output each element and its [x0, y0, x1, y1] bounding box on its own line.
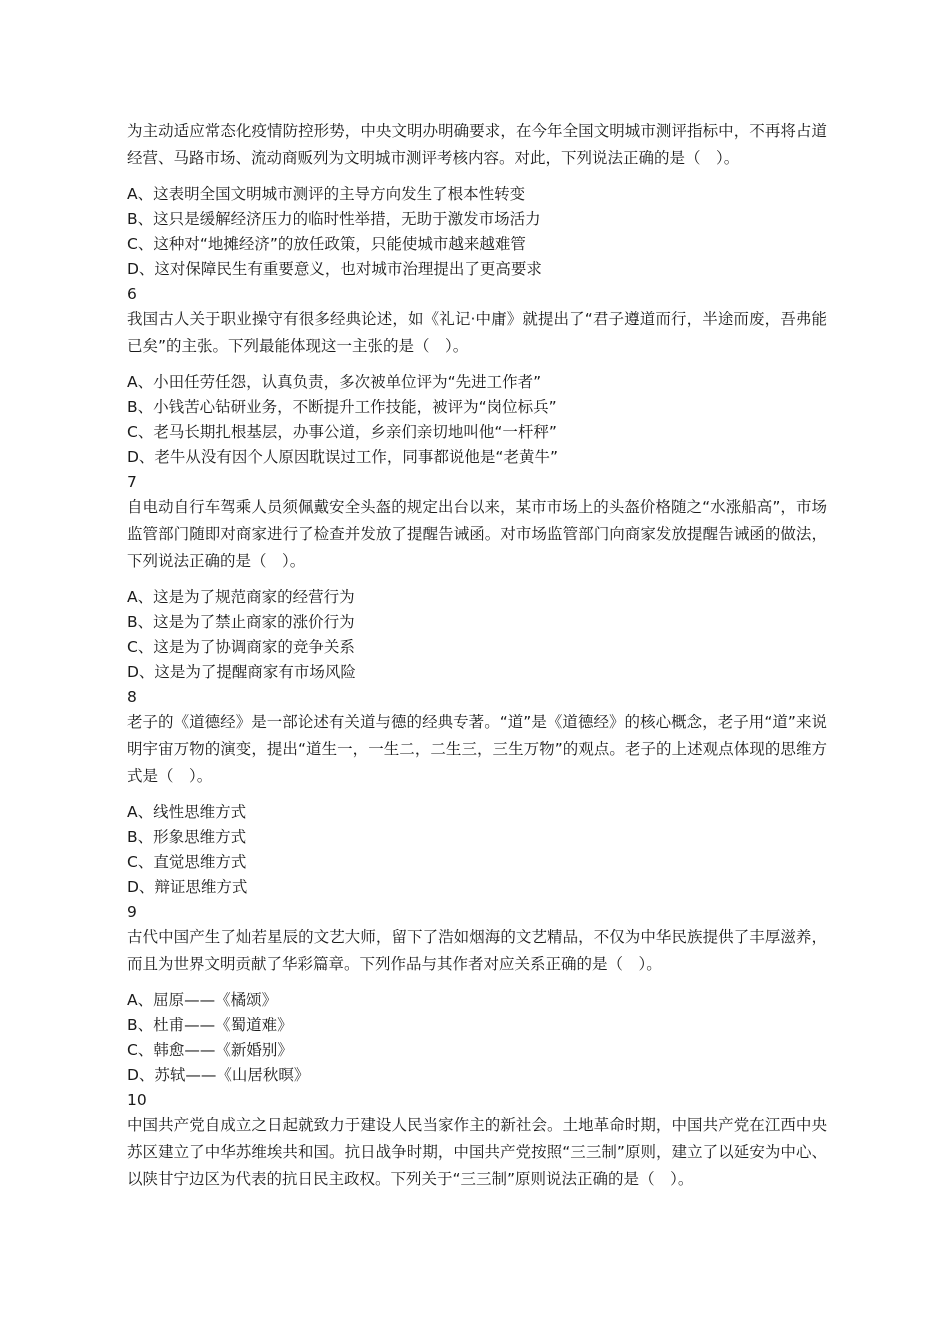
question-8: [127, 685, 827, 900]
option-b: B、这是为了禁止商家的涨价行为: [127, 613, 355, 631]
option-c: C、这种对“地摊经济”的放任政策，只能使城市越来越难管: [127, 235, 526, 253]
option-d: D、这对保障民生有重要意义，也对城市治理提出了更高要求: [127, 260, 542, 278]
question-number: 6: [127, 285, 137, 303]
option-c: C、直觉思维方式: [127, 853, 247, 871]
question-9: [127, 900, 827, 1088]
question-stem: 古代中国产生了灿若星辰的文艺大师，留下了浩如烟海的文艺精品，不仅为中华民族提供了丰厚滋养，而且为世界文明贡献了华彩篇章。下列作品与其作者对应关系正确的是（ ）。: [127, 928, 827, 973]
option-c: C、这是为了协调商家的竞争关系: [127, 638, 355, 656]
option-d: D、老牛从没有因个人原因耽误过工作，同事都说他是“老黄牛”: [127, 448, 558, 466]
question-number: 9: [127, 903, 137, 921]
question-stem: 中国共产党自成立之日起就致力于建设人民当家作主的新社会。土地革命时期，中国共产党在江西中央苏区建立了中华苏维埃共和国。抗日战争时期，中国共产党按照“三三制”原则，建立了以延安为中心、以陕甘宁边区为代表的抗日民主政权。下列关于“三三制”原则说法正确的是（ ）。: [127, 1116, 827, 1188]
question-intro: [127, 118, 827, 282]
question-number: 7: [127, 473, 137, 491]
question-number: 10: [127, 1091, 147, 1109]
option-a: A、这表明全国文明城市测评的主导方向发生了根本性转变: [127, 185, 526, 203]
option-b: B、杜甫——《蜀道难》: [127, 1016, 293, 1034]
option-a: A、屈原——《橘颂》: [127, 991, 278, 1009]
option-c: C、老马长期扎根基层，办事公道，乡亲们亲切地叫他“一杆秤”: [127, 423, 557, 441]
option-c: C、韩愈——《新婚别》: [127, 1041, 293, 1059]
question-6: [127, 282, 827, 470]
question-7: [127, 470, 827, 685]
option-d: D、这是为了提醒商家有市场风险: [127, 663, 356, 681]
question-stem: 自电动自行车驾乘人员须佩戴安全头盔的规定出台以来，某市市场上的头盔价格随之“水涨船高”，市场监管部门随即对商家进行了检查并发放了提醒告诫函。对市场监管部门向商家发放提醒告诫函的做法，下列说法正确的是（ ）。: [127, 498, 827, 570]
option-b: B、形象思维方式: [127, 828, 247, 846]
question-stem: 老子的《道德经》是一部论述有关道与德的经典专著。“道”是《道德经》的核心概念，老子用“道”来说明宇宙万物的演变，提出“道生一，一生二，二生三，三生万物”的观点。老子的上述观点体现的思维方式是（ ）。: [127, 713, 827, 785]
option-d: D、苏轼——《山居秋暝》: [127, 1066, 310, 1084]
option-d: D、辩证思维方式: [127, 878, 248, 896]
option-a: A、线性思维方式: [127, 803, 247, 821]
option-b: B、小钱苦心钻研业务，不断提升工作技能，被评为“岗位标兵”: [127, 398, 557, 416]
question-stem: 为主动适应常态化疫情防控形势，中央文明办明确要求，在今年全国文明城市测评指标中，不再将占道经营、马路市场、流动商贩列为文明城市测评考核内容。对此，下列说法正确的是（ ）。: [127, 122, 827, 167]
question-number: 8: [127, 688, 137, 706]
question-stem: 我国古人关于职业操守有很多经典论述，如《礼记·中庸》就提出了“君子遵道而行，半途而废，吾弗能已矣”的主张。下列最能体现这一主张的是（ ）。: [127, 310, 827, 355]
document-page: [127, 118, 827, 1203]
option-a: A、这是为了规范商家的经营行为: [127, 588, 355, 606]
option-b: B、这只是缓解经济压力的临时性举措，无助于激发市场活力: [127, 210, 541, 228]
option-a: A、小田任劳任怨，认真负责，多次被单位评为“先进工作者”: [127, 373, 542, 391]
question-10: [127, 1088, 827, 1193]
